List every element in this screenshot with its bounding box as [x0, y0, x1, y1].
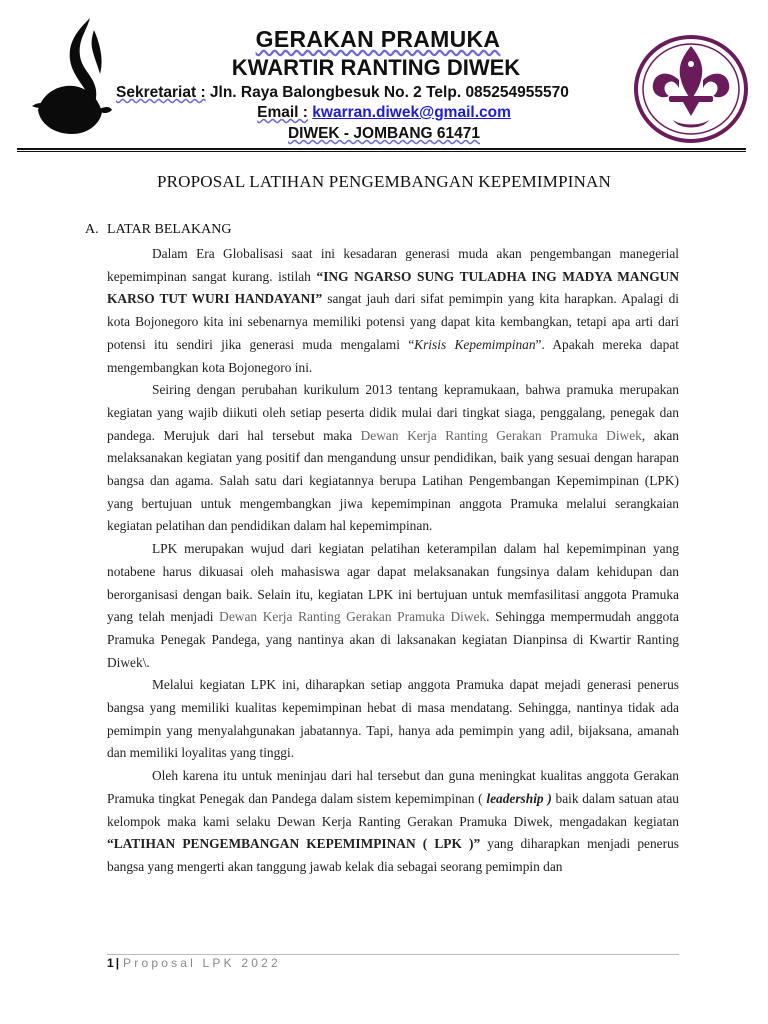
page-footer: [107, 956, 281, 970]
paragraph-5: Oleh karena itu untuk meninjau dari hal tersebut dan guna meningkat kualitas anggota Gerakan Pramuka tingkat Penegak dan Pandega dalam sistem kepemimpinan ( leadership ) baik dalam satuan atau kelompok maka kami selaku Dewan Kerja Ranting Gerakan Pramuka Diwek, mengadakan kegiatan “LATIHAN PENGEMBANGAN KEPEMIMPINAN ( LPK )” yang diharapkan menjadi penerus bangsa yang mengerti akan tanggung jawab kelak dia sebagai seorang pemimpin dan: [107, 768, 679, 874]
page-number: 1: [107, 956, 114, 970]
footer-label: Proposal LPK 2022: [123, 956, 281, 970]
email-link[interactable]: kwarran.diwek@gmail.com: [312, 104, 511, 121]
letterhead-email: [0, 104, 768, 122]
footer-divider: [107, 954, 679, 955]
paragraph-4: Melalui kegiatan LPK ini, diharapkan setiap anggota Pramuka dapat mejadi generasi penerus bangsa yang memiliki kualitas kepemimpinan hebat di masa mendatang. Sehingga, nantinya tidak ada pemimpin yang menyalahgunakan jabatannya. Tapi, hanya ada pemimpin yang adil, bijaksana, amanah dan memiliki loyalitas yang tinggi.: [107, 677, 679, 761]
email-label: Email :: [257, 104, 308, 121]
document-title: PROPOSAL LATIHAN PENGEMBANGAN KEPEMIMPINAN: [156, 172, 612, 191]
letterhead-sekretariat: [116, 84, 569, 102]
paragraph-2: Seiring dengan perubahan kurikulum 2013 tentang kepramukaan, bahwa pramuka merupakan kegiatan yang wajib diikuti oleh setiap peserta didik mulai dari tingkat siaga, penggalang, penegak dan pandega. Merujuk dari hal tersebut maka Dewan Kerja Ranting Gerakan Pramuka Diwek, akan melaksanakan kegiatan yang positif dan mengandung unsur pendidikan, baik yang sesuai dengan harapan bangsa dan agama. Salah satu dari kegiatannya berupa Latihan Pengembangan Kepemimpinan (LPK) yang bertujuan untuk mengembangkan jiwa kepemimpinan anggota Pramuka melalui serangkaian kegiatan pelatihan dan pendidikan dalam hal kepemimpinan.: [107, 382, 679, 534]
sekretariat-label: Sekretariat :: [116, 84, 206, 101]
body-text: [107, 243, 679, 879]
letterhead-city: DIWEK - JOMBANG 61471: [287, 125, 481, 142]
section-title: LATAR BELAKANG: [107, 222, 232, 237]
letterhead-divider: [17, 148, 746, 152]
paragraph-1: Dalam Era Globalisasi saat ini kesadaran generasi muda akan pengembangan manegerial kepemimpinan sangat kurang. istilah “ING NGARSO SUNG TULADHA ING MADYA MANGUN KARSO TUT WURI HANDAYANI” sangat jauh dari sifat pemimpin yang kita harapkan. Apalagi di kota Bojonegoro kita ini sebenarnya memiliki potensi yang dapat kita kembangkan, tetapi apa arti dari potensi itu sendiri jika generasi muda mengalami “Krisis Kepemimpinan”. Apakah mereka dapat mengembangkan kota Bojonegoro ini.: [107, 246, 679, 375]
sekretariat-address: Jln. Raya Balongbesuk No. 2 Telp. 085254955570: [205, 84, 569, 101]
paragraph-3: LPK merupakan wujud dari kegiatan pelatihan keterampilan dalam hal kepemimpinan yang notabene harus dikuasai oleh mahasiswa agar dapat melaksanakan fungsinya dalam kehidupan dan berorganisasi dengan baik. Selain itu, kegiatan LPK ini bertujuan untuk memfasilitasi anggota Pramuka yang telah menjadi Dewan Kerja Ranting Gerakan Pramuka Diwek. Sehingga mempermudah anggota Pramuka Penegak Pandega, yang nantinya akan di laksanakan kegiatan Dianpinsa di Kwartir Ranting Diwek\.: [107, 541, 679, 670]
section-letter: A.: [85, 222, 99, 237]
letterhead-org-name: GERAKAN PRAMUKA: [255, 26, 501, 52]
section-heading: [85, 222, 231, 238]
letterhead-kwartir: KWARTIR RANTING DIWEK: [231, 55, 521, 80]
footer-separator: |: [115, 956, 120, 970]
